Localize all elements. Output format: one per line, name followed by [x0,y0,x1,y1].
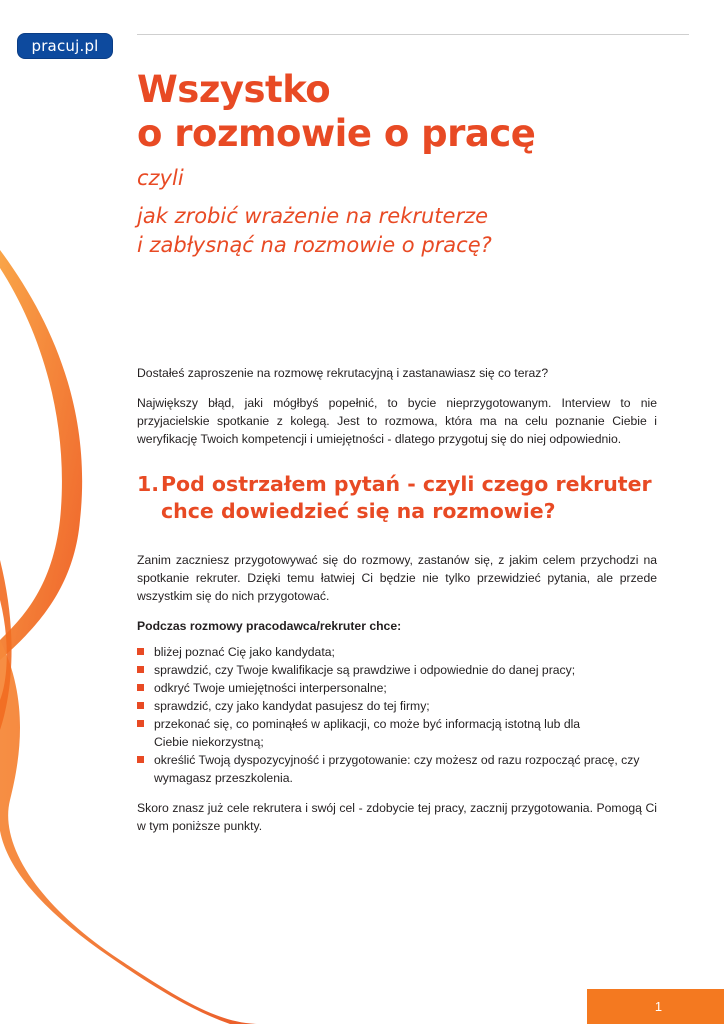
goals-list [137,643,657,787]
list-title: Podczas rozmowy pracodawca/rekruter chce: [137,619,402,633]
subtitle-line: i zabłysnąć na rozmowie o pracę? [137,233,492,257]
list-item: sprawdzić, czy Twoje kwalifikacje są prawdziwe i odpowiednie do danej pracy; [137,661,657,679]
top-divider [137,34,689,35]
pracuj-logo: pracuj.pl [18,34,112,58]
subtitle-line: jak zrobić wrażenie na rekruterze [137,204,489,228]
page-title [137,68,535,156]
list-item: odkryć Twoje umiejętności interpersonalne; [137,679,657,697]
list-item: bliżej poznać Cię jako kandydata; [137,643,657,661]
bullet-square-icon [137,720,144,727]
closing-paragraph: Skoro znasz już cele rekrutera i swój cel - zdobycie tej pracy, zacznij przygotowania. Pomogą Ci w tym poniższe punkty. [137,801,657,833]
bullet-square-icon [137,666,144,673]
section-number: 1. [137,472,160,496]
subtitle-line: czyli [137,166,184,190]
bullet-square-icon [137,648,144,655]
bullet-square-icon [137,684,144,691]
intro-paragraph: Największy błąd, jaki mógłbyś popełnić, to bycie nieprzygotowanym. Interview to nie przyjacielskie spotkanie z kolegą. Jest to rozmowa, która ma na celu poznanie Ciebie i weryfikację Twoich kompetencji i umiejętności - dlatego przygotuj się do niej odpowiednio. [137,396,657,446]
list-item: przekonać się, co pominąłeś w aplikacji, co może być informacją istotną lub dla Ciebie niekorzystną; [137,715,584,751]
section-heading [137,471,657,525]
bullet-square-icon [137,756,144,763]
list-item: określić Twoją dyspozycyjność i przygotowanie: czy możesz od razu rozpocząć pracę, czy wymagasz przeszkolenia. [137,751,654,787]
intro-paragraph: Dostałeś zaproszenie na rozmowę rekrutacyjną i zastanawiasz się co teraz? [137,366,549,380]
subtitle [137,164,492,260]
section-paragraph: Zanim zaczniesz przygotowywać się do rozmowy, zastanów się, z jakim celem przychodzi na spotkanie rekruter. Dzięki temu łatwiej Ci będzie nie tylko przewidzieć pytania, ale przede wszystkim się do nich przygotować. [137,553,657,603]
list-item: sprawdzić, czy jako kandydat pasujesz do tej firmy; [137,697,657,715]
title-line: o rozmowie o pracę [137,112,536,155]
page-number: 1 [587,989,724,1024]
main-content [137,364,657,847]
title-line: Wszystko [137,68,331,111]
bullet-square-icon [137,702,144,709]
section-heading-line: chce dowiedzieć się na rozmowie? [161,499,556,523]
section-heading-line: Pod ostrzałem pytań - czyli czego rekruter [161,472,652,496]
section-heading-text [161,471,652,525]
